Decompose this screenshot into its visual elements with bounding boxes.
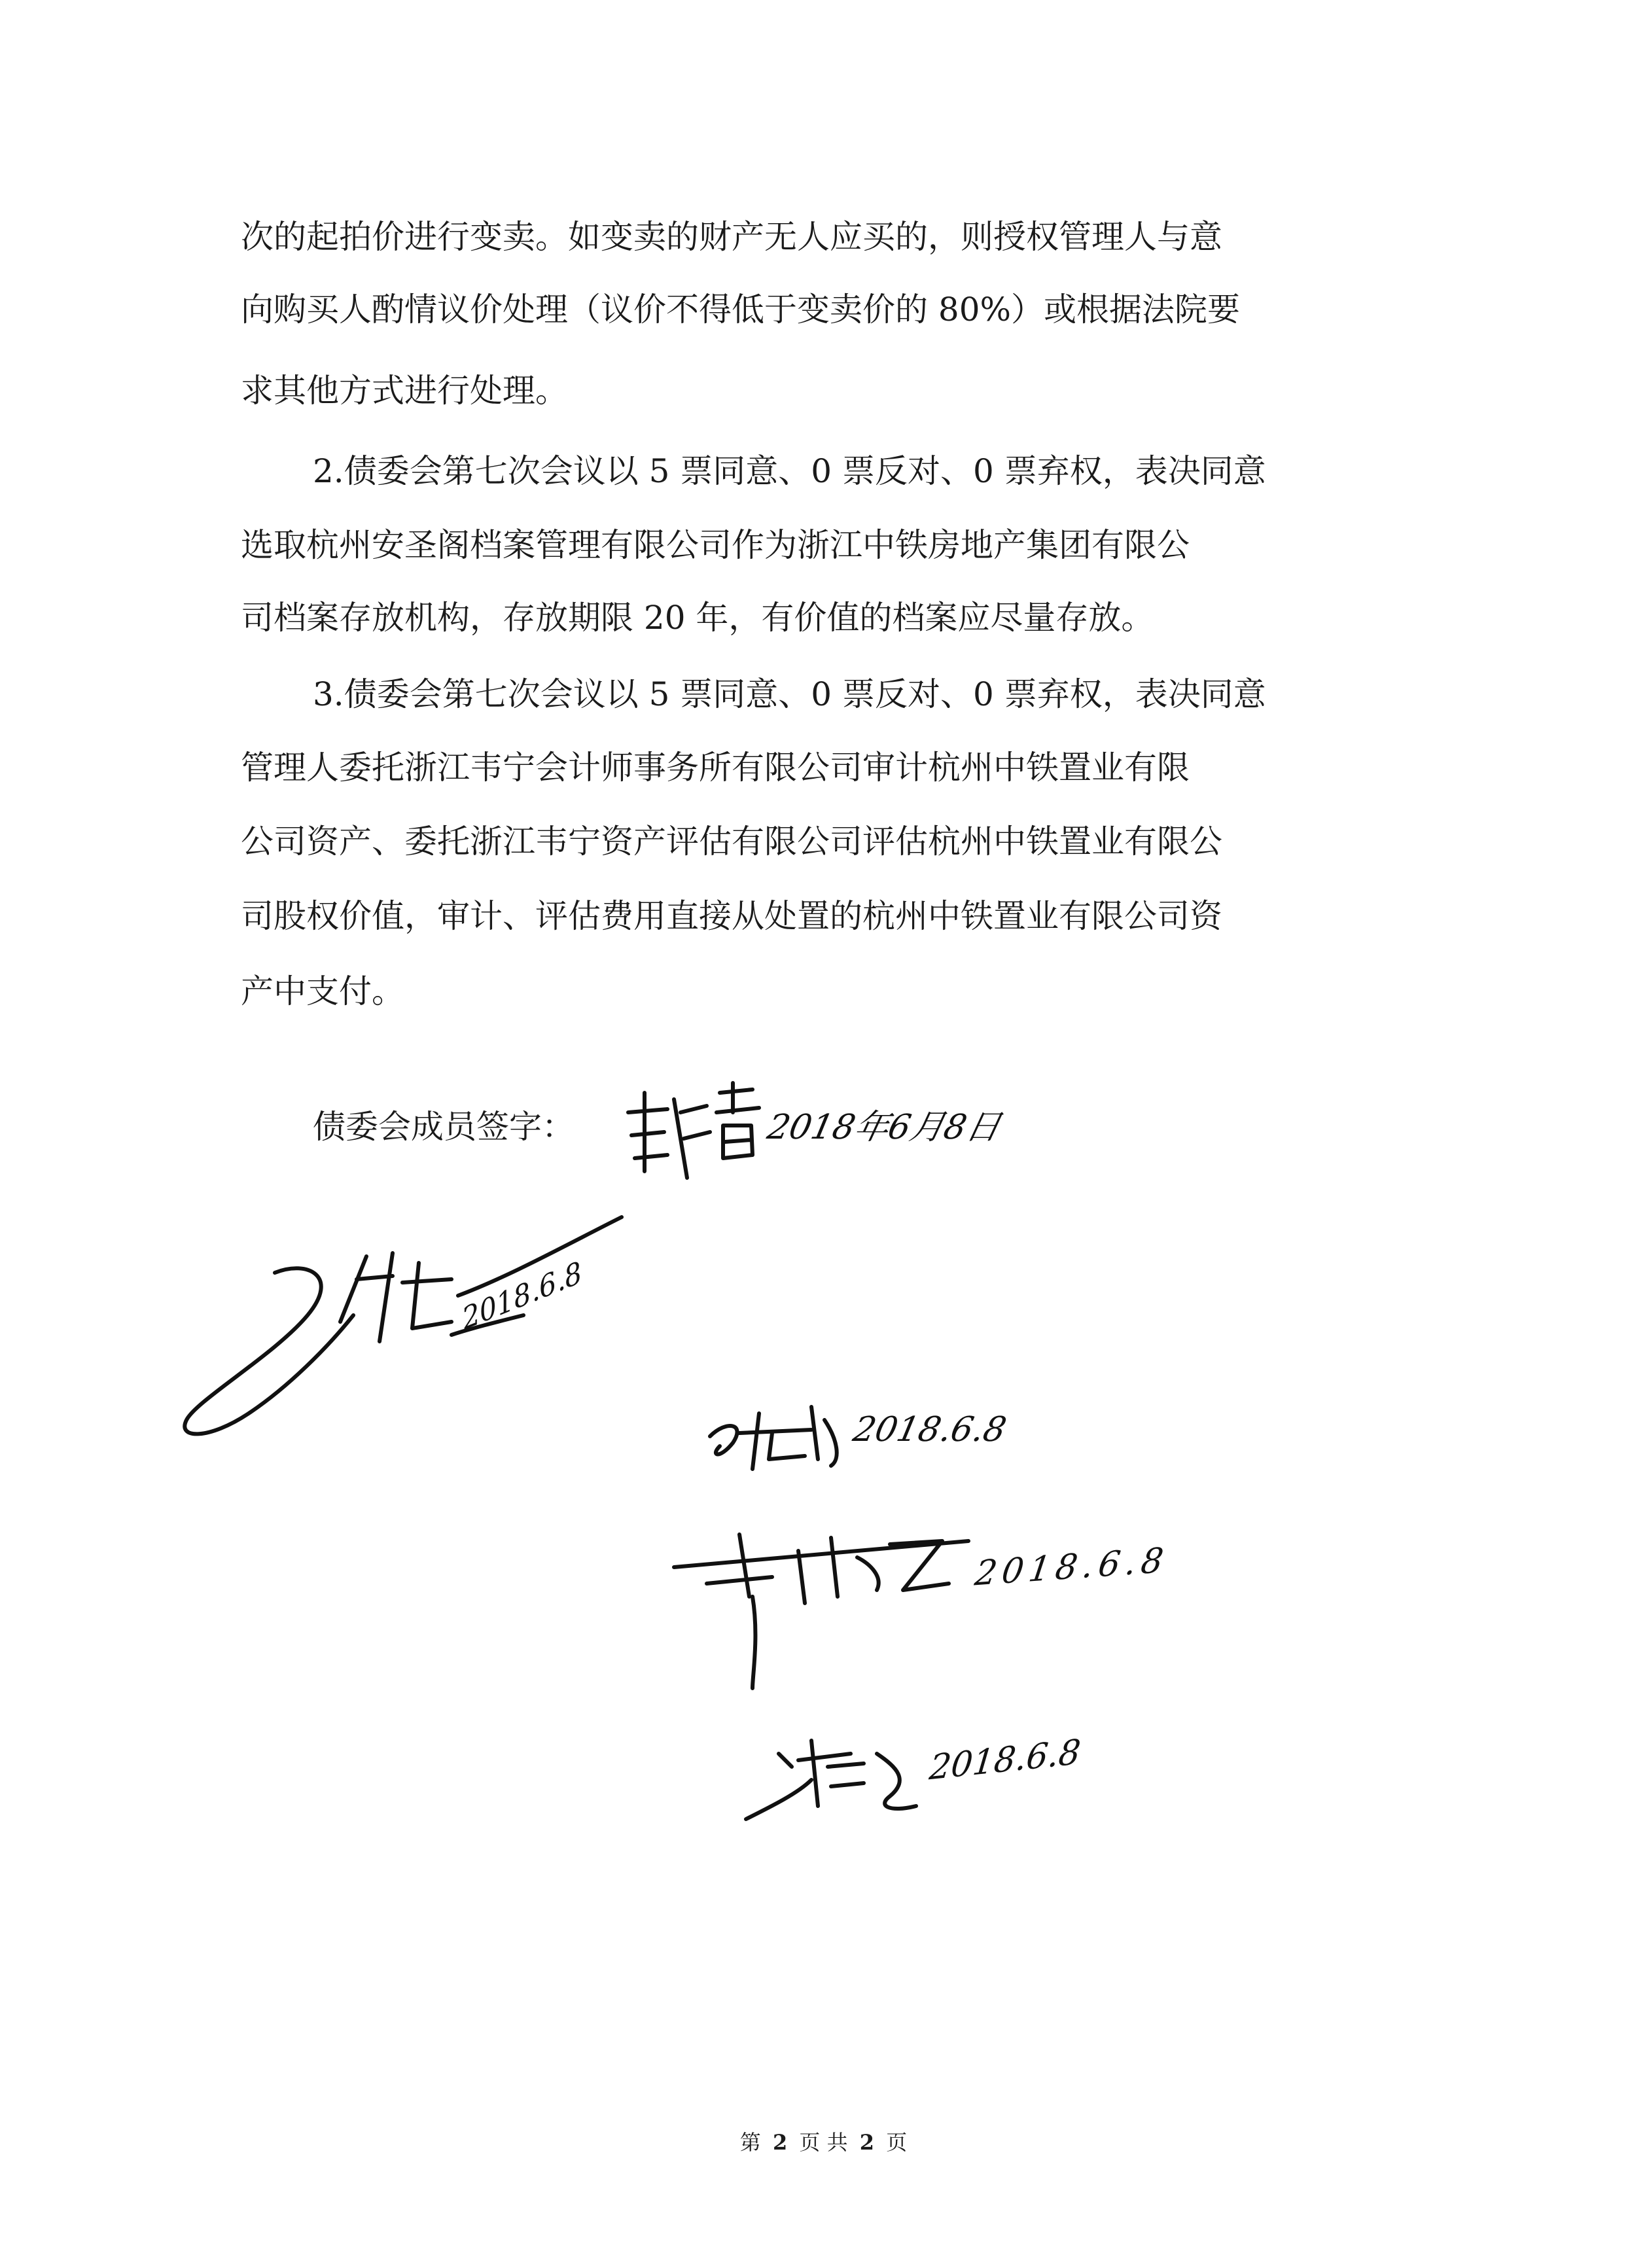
footer-prefix: 第 (739, 2130, 761, 2155)
signature-5-date: 2018.6.8 (927, 1732, 1083, 1788)
signature-4-strokes (674, 1534, 968, 1688)
body-line-5: 选取杭州安圣阁档案管理有限公司作为浙江中铁房地产集团有限公 (241, 526, 1190, 564)
signature-label: 债委会成员签字： (313, 1108, 575, 1146)
footer-suffix: 页 (886, 2130, 908, 2155)
footer-middle: 页 共 (799, 2130, 848, 2155)
body-line-6: 司档案存放机构，存放期限 20 年，有价值的档案应尽量存放。 (241, 599, 1154, 637)
signature-1-date: 2018年6月8日 (764, 1108, 1004, 1147)
page-footer (0, 2126, 1647, 2156)
body-line-3: 求其他方式进行处理。 (241, 372, 568, 410)
signature-3-date: 2018.6.8 (849, 1410, 1010, 1449)
body-line-1: 次的起拍价进行变卖。如变卖的财产无人应买的，则授权管理人与意 (241, 218, 1222, 256)
body-line-10: 司股权价值，审计、评估费用直接从处置的杭州中铁置业有限公司资 (241, 897, 1222, 935)
body-line-9: 公司资产、委托浙江韦宁资产评估有限公司评估杭州中铁置业有限公 (241, 823, 1222, 860)
signature-3-strokes (710, 1407, 837, 1469)
signature-1-strokes (628, 1083, 759, 1178)
body-line-11: 产中支付。 (241, 972, 404, 1010)
body-line-7: 3.债委会第七次会议以 5 票同意、0 票反对、0 票弃权，表决同意 (313, 675, 1266, 713)
footer-page-number: 2 (772, 2130, 788, 2155)
signature-2-date: 2018.6.8 (459, 1255, 585, 1337)
body-line-8: 管理人委托浙江韦宁会计师事务所有限公司审计杭州中铁置业有限 (241, 749, 1190, 787)
signature-2-strokes (185, 1217, 622, 1434)
footer-page-total: 2 (859, 2130, 875, 2155)
body-line-4: 2.债委会第七次会议以 5 票同意、0 票反对、0 票弃权，表决同意 (313, 452, 1266, 490)
signature-5-strokes (746, 1741, 916, 1819)
body-line-2: 向购买人酌情议价处理（议价不得低于变卖价的 80%）或根据法院要 (241, 291, 1241, 328)
signature-4-date: 2018.6.8 (972, 1540, 1171, 1594)
